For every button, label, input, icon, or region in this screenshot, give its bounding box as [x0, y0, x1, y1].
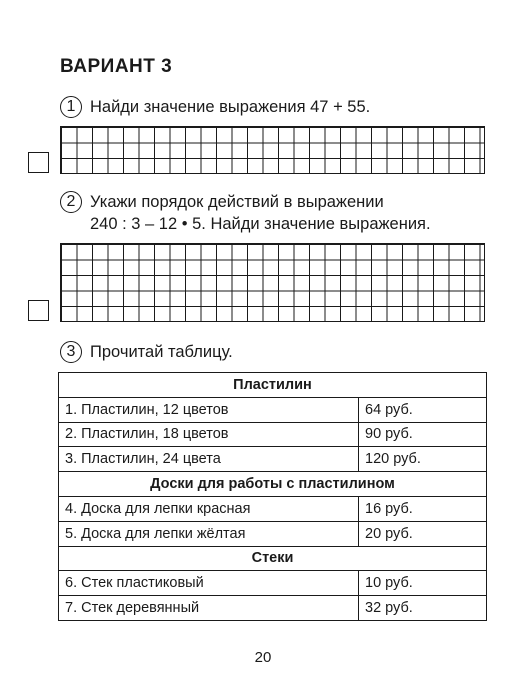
- score-box-1[interactable]: [28, 152, 49, 173]
- task-3-text: Прочитай таблицу.: [90, 343, 233, 361]
- price-cell: 90 руб.: [359, 422, 487, 447]
- table-row: [59, 447, 487, 472]
- price-cell: 10 руб.: [359, 571, 487, 596]
- task-number-1: 1: [60, 96, 82, 118]
- section-header-row: [59, 546, 487, 571]
- price-cell: 20 руб.: [359, 521, 487, 546]
- price-cell: 32 руб.: [359, 596, 487, 621]
- price-table: [58, 372, 487, 621]
- item-cell: 3. Пластилин, 24 цвета: [59, 447, 359, 472]
- page-number: 20: [254, 649, 272, 666]
- table-row: [59, 596, 487, 621]
- section-header-row: [59, 373, 487, 398]
- answer-grid-1[interactable]: [60, 126, 485, 174]
- task-number-2: 2: [60, 191, 82, 213]
- price-cell: 120 руб.: [359, 447, 487, 472]
- section-heading-plasticine: Пластилин: [59, 373, 487, 398]
- task-1: [60, 96, 370, 118]
- table-row: [59, 397, 487, 422]
- task-2-text-line2: 240 : 3 – 12 • 5. Найди значение выражения.: [90, 215, 431, 233]
- table-row: [59, 521, 487, 546]
- item-cell: 1. Пластилин, 12 цветов: [59, 397, 359, 422]
- table-row: [59, 422, 487, 447]
- task-3: [60, 341, 233, 363]
- variant-title: ВАРИАНТ 3: [60, 56, 173, 77]
- item-cell: 5. Доска для лепки жёлтая: [59, 521, 359, 546]
- table-row: [59, 571, 487, 596]
- price-cell: 16 руб.: [359, 496, 487, 521]
- item-cell: 6. Стек пластиковый: [59, 571, 359, 596]
- item-cell: 4. Доска для лепки красная: [59, 496, 359, 521]
- section-header-row: [59, 472, 487, 497]
- section-heading-boards: Доски для работы с пластилином: [59, 472, 487, 497]
- answer-grid-2[interactable]: [60, 243, 485, 322]
- table-row: [59, 496, 487, 521]
- task-2-text-line1: Укажи порядок действий в выражении: [90, 193, 384, 211]
- task-1-text: Найди значение выражения 47 + 55.: [90, 98, 371, 116]
- score-box-2[interactable]: [28, 300, 49, 321]
- task-2: [60, 191, 431, 235]
- section-heading-sticks: Стеки: [59, 546, 487, 571]
- task-number-3: 3: [60, 341, 82, 363]
- item-cell: 2. Пластилин, 18 цветов: [59, 422, 359, 447]
- price-cell: 64 руб.: [359, 397, 487, 422]
- item-cell: 7. Стек деревянный: [59, 596, 359, 621]
